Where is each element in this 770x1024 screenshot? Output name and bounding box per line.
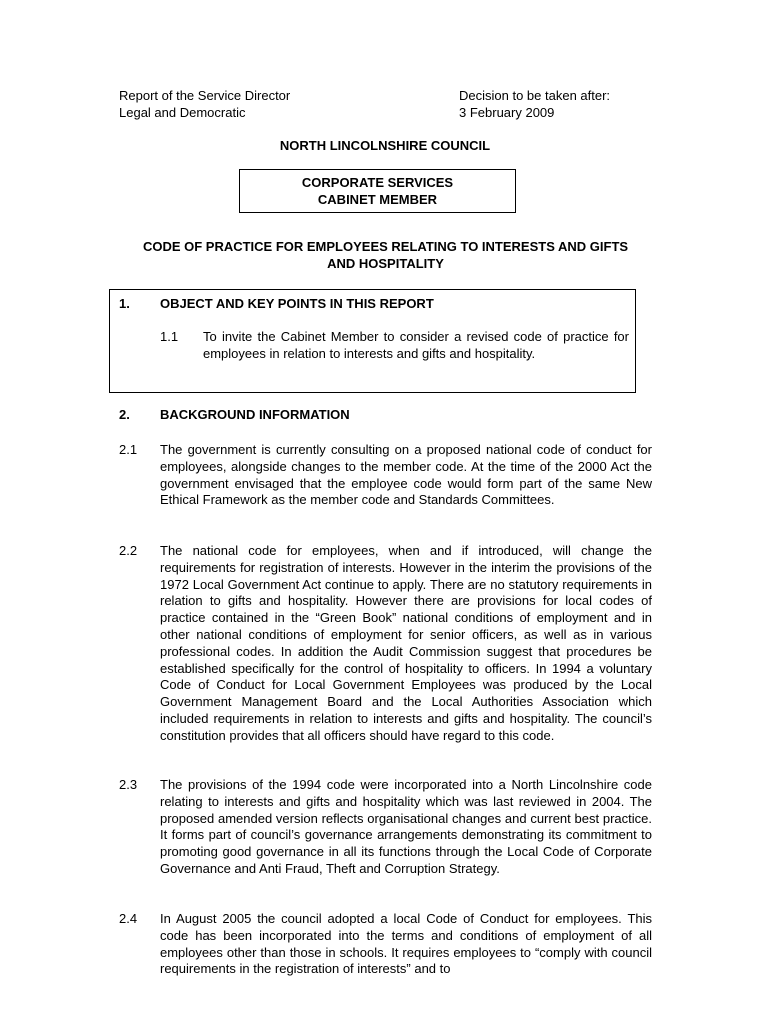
section2-heading: BACKGROUND INFORMATION <box>160 407 350 422</box>
document-title-line1: CODE OF PRACTICE FOR EMPLOYEES RELATING TO INTERESTS AND GIFTS <box>142 239 629 254</box>
paragraph-2-2-number: 2.2 <box>119 543 138 558</box>
section2-number: 2. <box>119 407 130 422</box>
report-author <box>119 88 419 122</box>
paragraph-2-3-number: 2.3 <box>119 777 138 792</box>
decision-date-value: 3 February 2009 <box>459 104 555 120</box>
paragraph-2-1-text: The government is currently consulting on a proposed national code of conduct for employees, alongside changes to the member code. At the time of the 2000 Act the government envisaged that the employee code would form part of the same New Ethical Framework as the member code and Standards Committees. <box>160 442 652 508</box>
section1-item-text: To invite the Cabinet Member to consider a revised code of practice for employees in relation to interests and gifts and hospitality. <box>203 329 629 361</box>
section1-item-number: 1.1 <box>160 329 179 344</box>
paragraph-2-3-text: The provisions of the 1994 code were incorporated into a North Lincolnshire code relating to interests and gifts and hospitality which was last reviewed in 2004. The proposed amended version reflects organisational changes and current best practice. It forms part of council’s governance arrangements demonstrating its commitment to promoting good governance in all its functions through the Local Code of Corporate Governance and Anti Fraud, Theft and Corruption Strategy. <box>160 777 652 876</box>
paragraph-2-4-text: In August 2005 the council adopted a local Code of Conduct for employees. This code has been incorporated into the terms and conditions of employment of all employees other than those in schools. It requires employees to “comply with council requirements in the registration of interests” and to <box>160 911 652 977</box>
paragraph-2-1-number: 2.1 <box>119 442 138 457</box>
section1-number: 1. <box>119 296 130 311</box>
document-title-line2: AND HOSPITALITY <box>327 255 444 271</box>
paragraph-2-2-text: The national code for employees, when and if introduced, will change the requirements for registration of interests. However in the interim the provisions of the 1972 Local Government Act continue to apply. There are no statutory requirements in relation to gifts and hospitality. However there are provisions for local codes of practice contained in the “Green Book” national conditions of employment and in other national conditions of employment for senior officers, as well as in various professional codes. In addition the Audit Commission suggest that procedures be established specifically for the control of hospitality to officers. In 1994 a voluntary Code of Conduct for Local Government Employees was produced by the Local Government Management Board and the Local Authorities Association which included requirements in relation to interests and gifts and hospitality. The council’s constitution provides that all officers should have regard to this code. <box>160 543 652 743</box>
report-author-line1: Report of the Service Director <box>119 88 291 103</box>
document-title <box>119 239 652 273</box>
council-name: NORTH LINCOLNSHIRE COUNCIL <box>279 138 491 153</box>
cabinet-box-line1: CORPORATE SERVICES <box>301 175 454 190</box>
cabinet-box <box>239 169 516 213</box>
cabinet-box-line2: CABINET MEMBER <box>317 191 438 207</box>
report-author-line2: Legal and Democratic <box>119 104 246 120</box>
paragraph-2-4-number: 2.4 <box>119 911 138 926</box>
decision-date <box>459 88 679 122</box>
decision-date-label: Decision to be taken after: <box>459 88 611 103</box>
section1-heading: OBJECT AND KEY POINTS IN THIS REPORT <box>160 296 434 311</box>
